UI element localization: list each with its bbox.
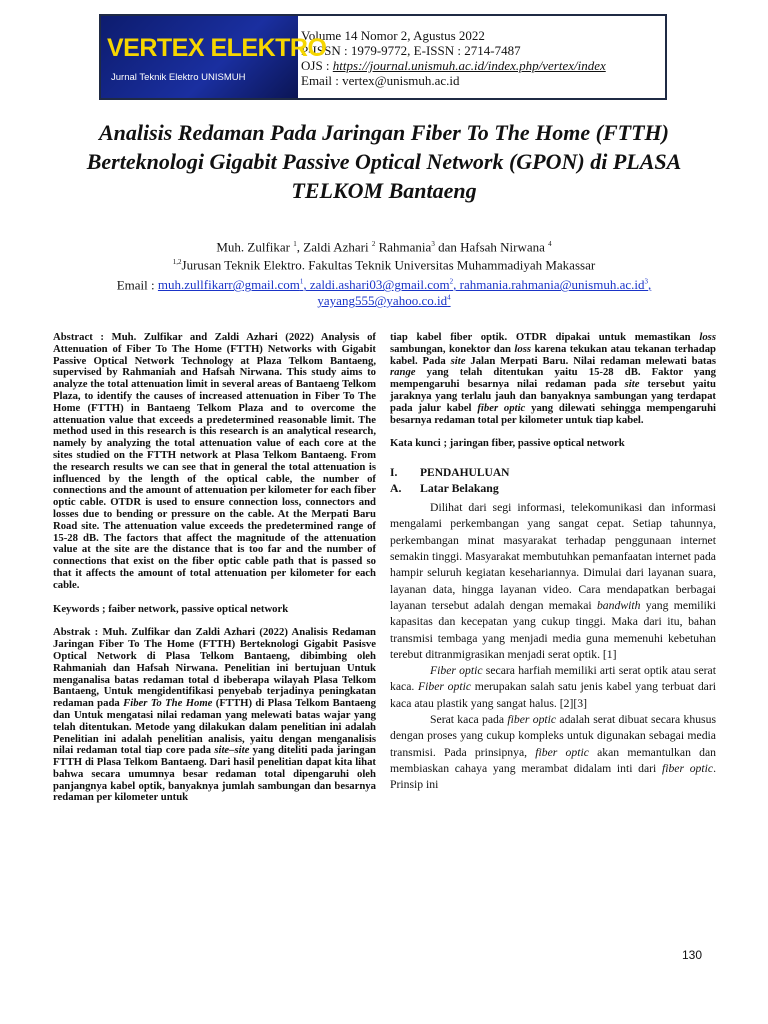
section-heading: I. PENDAHULUAN: [390, 467, 510, 480]
subsection-heading: A. Latar Belakang: [390, 481, 499, 496]
author-emails: Email : muh.zullfikarr@gmail.com$^1$, zaldi.ashari03@gmail.com$^2$, $rahmania.rahmania@unismuh.ac.id^3$,: [116, 277, 652, 293]
keywords-english: Keywords ; faiber network, passive optical network: [53, 602, 289, 615]
abstract-english: Abstract : Muh. Zulfikar and Zaldi Azhari (2022) Analysis of Attenuation of Fiber To The Home (FTTH) Networks with Gigabit Passive Optical Network Technology at Plaza Telkom Bantaeng, supervised by Rahmaniah and Hafsah Nirwana. This study aims to analyze the total attenuation limit in several areas of Bantaeng Telkom Plaza, to identify the causes of increased attenuation in Fiber To The Home (FTTH) in Bantaeng Telkom Plaza and to overcome the attenuation value that exceeds a predetermined reasonable limit. The method used in this research is this research is an analytical research, namely by analyzing the total attenuation value of each core at the sites studied on the FTTH network at Plasa Telkom Bantaeng. From the research results we can see that in general the total attenuation is influenced by the length of the optical cable, the number of connections and the amount of attenuation per kilometer for each fiber optic cable. OTDR is used to ensure connection loss, connectors and losses due to bending or pressure on the cable. At the Merpati Baru Road site. The attenuation value exceeds the predetermined range of 15-28 dB. The factors that affect the magnitude of the attenuation value at the site are the distance that is too far and the number of connections that exist on the fiber optic cable path that is passed so that it affects the amount of total attenuation per kilometer for each cable.: [53, 331, 376, 591]
body-paragraph-1: Dilihat dari segi informasi, telekomunikasi dan informasi mengalami perkembangan yang sangat cepat. Setiap tahunnya, perkembangan minat masyarakat terhadap penggunaan internet semakin tinggi. Masyarakat membutuhkan pemanfaatan internet pada hampir seluruh kegiatan kesehariannya. Dimulai dari layanan suara, layanan data, hingga layanan video. Cara mendapatkan berbagai layanan tersebut adalah dengan memakai bandwith yang memiliki kapasitas dan kecepatan yang cukup tinggi. Maka dari itu, bahan transmisi tembaga yang menjadi media guna memenuhi kebetuhan terebut ditranmigrasikan menjadi serat optik. [1]: [390, 501, 717, 661]
journal-header: [99, 14, 667, 100]
abstrak-continuation: tiap kabel fiber optik. OTDR dipakai untuk memastikan loss sambungan, konektor dan loss karena tekukan atau tekanan terhadap kabel. Pada site Jalan Merpati Baru. Nilai redaman melewati batas range yang telah ditentukan yaitu 15-28 dB. Faktor yang mempengaruhi besarnya nilai redaman pada site tersebut yaitu jaraknya yang terlalu jauh dan banyaknya sambungan yang terdapat pada jalur kabel fiber optic yang dilewati sehingga mempengaruhi besarnya redaman total per kilometer untuk tiap kabel.: [390, 331, 716, 426]
page-number: 130: [682, 948, 703, 962]
right-column: [390, 332, 716, 794]
journal-email-line: Email : vertex@unismuh.ac.id: [301, 73, 460, 88]
ojs-link[interactable]: https://journal.unismuh.ac.id/index.php/vertex/index: [332, 58, 606, 73]
author-emails-line2: [40, 290, 728, 309]
volume-line: Volume 14 Nomor 2, Agustus 2022: [301, 28, 485, 43]
affiliation: $^{1,2}$Jurusan Teknik Elektro. Fakultas Teknik Universitas Muhammadiyah Makassar: [172, 257, 596, 273]
body-paragraph-3: Serat kaca pada fiber optic adalah serat dibuat secara khusus dengan proses yang cukup kompleks untuk digunakan sebagai media transmisi. Pada prinsipnya, fiber optic akan memantulkan dan membiaskan cahaya yang merambat didalam inti dari fiber optic. Prinsip ini: [390, 713, 717, 792]
ojs-line: [301, 58, 606, 73]
author-list: Muh. Zulfikar $^1$, Zaldi Azhari $^2$ Rahmania$^3$ dan Hafsah Nirwana $^4$: [216, 239, 552, 255]
issn-line: P-ISSN : 1979-9772, E-ISSN : 2714-7487: [301, 43, 521, 58]
left-column: [53, 332, 376, 804]
keywords-indonesia: Kata kunci ; jaringan fiber, passive optical network: [390, 437, 625, 450]
paper-title: Analisis Redaman Pada Jaringan Fiber To The Home (FTTH) Berteknologi Gigabit Passive Optical Network (GPON) di PLASA TELKOM Bantaeng: [86, 120, 682, 203]
logo-title: VERTEX ELEKTRO: [107, 34, 327, 62]
body-paragraph-2: Fiber optic secara harfiah memiliki arti serat optik atau serat kaca. Fiber optic merupakan salah satu jenis kabel yang terbuat dari kaca atau plastik yang sangat halus. [2][3]: [390, 664, 717, 710]
email-link-4[interactable]: $yayang555@yahoo.co.id^4$: [317, 293, 451, 309]
abstrak-indonesia: Abstrak : Muh. Zulfikar dan Zaldi Azhari (2022) Analisis Redaman Jaringan Fiber To The Home (FTTH) Berteknologi Gigabit Pasisve Optical Network di Plasa Telkom Bantaeng, dibimbing oleh Rahmaniah dan Hafsah Nirwana. Penelitian ini bertujuan Untuk menganalisa batas redaman total d ibeberapa wilayah Plasa Telkom Bantaeng, Untuk mengidentifikasi penyebab terjadinya peningkatan redaman pada Fiber To The Home (FTTH) di Plasa Telkom Bantaeng dan Untuk mengatasi nilai redaman yang melewati batas wajar yang telah ditentukan. Metode yang dilakukan dalam penelitian ini adalah Penelitian ini adalah penelitian analisis, yaitu dengan menganalisis nilai redaman total tiap core pada site–site yang diteliti pada jaringan FTTH di Plasa Telkom Bantaeng. Dari hasil penelitian dapat kita lihat bahwa secara umumnya besar redaman total dipengaruhi oleh panjangnya kabel optik, banyaknya jumlah sambungan dan besarnya redaman per kilometer untuk: [53, 626, 376, 804]
journal-info: [298, 16, 606, 98]
email-link-1[interactable]: muh.zullfikarr@gmail.com$^1$, zaldi.ashari03@gmail.com$^2$, $rahmania.rahmania@unismuh.ac.id^3$,: [157, 277, 652, 293]
logo-subtitle: Jurnal Teknik Elektro UNISMUH: [111, 72, 246, 83]
ojs-label: OJS :: [301, 58, 333, 73]
